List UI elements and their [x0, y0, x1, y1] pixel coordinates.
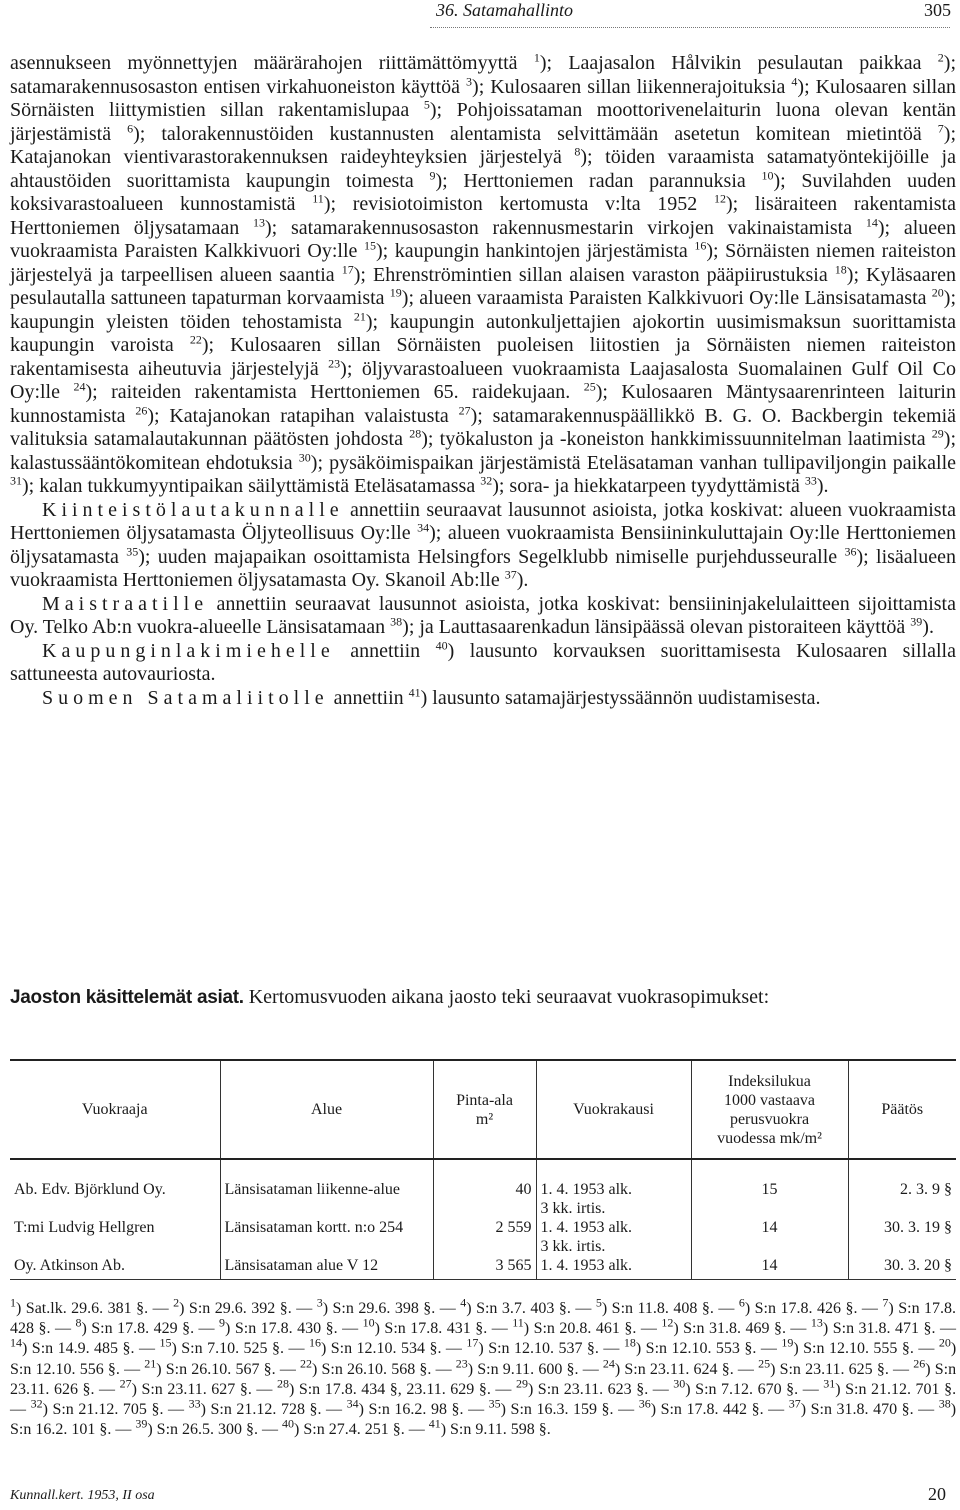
footnote-number: 28 [276, 1376, 289, 1391]
footnote-separator: — [111, 1421, 136, 1439]
text-run: annettiin [334, 639, 436, 662]
text-run: asennukseen myönnettyjen määrärahojen riittämättömyyttä [10, 52, 534, 74]
text-run: annettiin seuraavat lausunnot asioista, jotka koskivat: bensiininjakelulaitteen sijoittamista Oy. Telko Ab:n vuokra-alueelle Länsisatamaan [10, 592, 956, 638]
footnote-number: 37 [788, 1396, 801, 1411]
footnote-separator: — [431, 1360, 456, 1378]
footnote-text: ) S:n 29.6. 392 §. [179, 1300, 292, 1317]
column-header-line: 1000 vastaava [723, 1091, 816, 1109]
text-run: ); talorakennustöiden kustannusten alentamista selvittämään asetetun komitean mietintöä [133, 122, 938, 145]
footnote-number: 23 [455, 1356, 468, 1371]
footnotes [10, 1295, 957, 1440]
spaced-recipient: Maistraatille [42, 592, 209, 615]
footnote-separator: — [435, 1300, 461, 1317]
footnote-number: 39 [135, 1416, 148, 1431]
footnote-text: ) S:n 12.10. 534 §. [320, 1340, 442, 1358]
footnote-text: ) S:n 27.4. 251 §. [294, 1421, 405, 1439]
footnote-ref: 40 [435, 637, 448, 652]
header-rule [430, 27, 950, 29]
table-row [10, 1218, 956, 1256]
text-run: ); kaupungin hankintojen järjestämista [375, 240, 695, 262]
footnote-ref: 21 [353, 308, 366, 323]
footnote-text: ) S:n 26.10. 567 §. [156, 1360, 276, 1378]
column-header-line: vuodessa mk/m² [717, 1129, 822, 1147]
text-run: ); Kulosaaren sillan liikennerajoituksia [472, 75, 792, 98]
cell-vuokrakausi-line: 1. 4. 1953 alk. [540, 1219, 633, 1236]
footnote-separator: — [785, 1320, 811, 1338]
cell-vuokraaja: Oy. Atkinson Ab. [10, 1256, 220, 1280]
text-run: ); Kyläsaaren pesulautalla sattuneen tapaturman korvaamista [10, 263, 956, 309]
text-run: ); Sörnäisten niemen raiteiston järjestelyä ja tarpeellisen alueen saantia [10, 240, 956, 286]
text-run: ); kalan tukkumyyntipaikan säilyttämistä Eteläsatamassa [22, 475, 481, 497]
footnote-number: 20 [938, 1336, 951, 1351]
footnote-number: 31 [823, 1376, 836, 1391]
text-run: ); Kulosaaren sillan Sörnäisten puoleisen liitostien ja Sörnäisten niemen raiteiston rakentamisesta aiheutuvia järjestelyjä [10, 334, 956, 380]
cell-vuokrakausi [536, 1218, 691, 1256]
footnote-ref: 35 [126, 543, 139, 558]
footnote-number: 7 [882, 1295, 889, 1310]
text-run: ); alueen vuokraamista Paraisten Kalkkivuori Oy:lle [10, 216, 957, 262]
footnote-separator: — [487, 1320, 513, 1338]
text-run: ). [922, 616, 934, 638]
footnote-separator: — [119, 1360, 145, 1378]
footnote-ref: 18 [834, 261, 847, 276]
paragraph-p5 [10, 684, 956, 711]
cell-alue: Länsisataman liikenne-alue [220, 1159, 433, 1218]
text-run: ); sora- ja hiekkatarpeen tyydyttämistä [492, 475, 805, 497]
section-heading: Jaoston käsittelemät asiat. [10, 987, 244, 1008]
text-run: ); töiden varaamista satamatyöntekijöille ja ahtaustöiden suorittamista kaupungin toimesta [10, 146, 956, 192]
spaced-recipient: Kaupunginlakimiehelle [42, 639, 335, 662]
cell-pinta-ala: 40 [433, 1159, 536, 1218]
footnote-text: ) S:n 17.8. 430 §. [225, 1320, 338, 1338]
footnote-text: ) S:n 20.8. 461 §. [523, 1320, 637, 1338]
footnote-paragraph [10, 1295, 957, 1440]
table-header-row [10, 1060, 956, 1159]
text-run: ); Pohjoissataman moottorivenelaiturin luona olevan kentän järjestämistä [10, 99, 956, 145]
text-run: ) lausunto korvauksen suorittamisesta Kulosaaren sillalla sattuneesta autovauriosta. [10, 639, 956, 685]
footnote-number: 35 [488, 1396, 501, 1411]
footnote-ref: 26 [135, 402, 148, 417]
column-header [691, 1060, 848, 1159]
paragraph-p1 [10, 52, 956, 499]
text-run: ). [816, 475, 829, 497]
text-run: ); Laajasalon Hålvikin pesulautan paikkaa [539, 52, 938, 74]
footnote-number: 25 [758, 1356, 771, 1371]
footnote-separator: — [570, 1300, 596, 1317]
footnote-text: ) S:n 17.8. 431 §. [374, 1320, 488, 1338]
footnote-separator: — [10, 1401, 31, 1419]
footnote-separator: — [94, 1380, 120, 1398]
footnote-number: 40 [282, 1416, 295, 1431]
text-run: ); raiteiden rakentamista Herttoniemen 65. raidekujaan. [85, 381, 584, 403]
footnote-number: 13 [810, 1315, 823, 1330]
footnote-number: 17 [466, 1336, 479, 1351]
footnote-text: ) S:n 21.12. 701 §. [835, 1380, 957, 1398]
column-header [10, 1060, 220, 1159]
cell-vuokrakausi-line: 3 kk. irtis. [540, 1200, 606, 1217]
cell-indeksi: 15 [691, 1159, 848, 1218]
footnote-ref: 11 [312, 191, 324, 206]
footnote-number: 36 [638, 1396, 651, 1411]
footnote-text: ) S:n 17.8. 428 §. [10, 1300, 957, 1338]
column-header-line: Indeksilukua [728, 1072, 811, 1090]
footnote-number: 1 [10, 1295, 16, 1310]
footnote-number: 19 [781, 1336, 794, 1351]
column-header [536, 1060, 691, 1159]
text-run: ); lisäraiteen rakentamista Herttoniemen öljysatamaan [10, 193, 956, 239]
footnote-separator: — [284, 1340, 309, 1358]
column-header [433, 1060, 536, 1159]
text-run: ); Katajanokan vientivarastorakennuksen raideyhteyksien järjestelyä [10, 122, 957, 168]
footnote-number: 15 [159, 1336, 172, 1351]
footnote-separator: — [148, 1300, 174, 1317]
footnote-separator: — [291, 1300, 317, 1317]
footnote-number: 12 [661, 1315, 674, 1330]
footnote-ref: 41 [408, 684, 421, 699]
footnote-number: 29 [515, 1376, 528, 1391]
text-run: ); öljyvarastoalueen vuokraamista Laajasalosta Suomalainen Gulf Oil Co Oy:lle [10, 357, 957, 403]
footnote-text: ) S:n 21.12. 705 §. [42, 1401, 164, 1419]
footnote-number: 3 [316, 1295, 323, 1310]
footnote-number: 16 [308, 1336, 321, 1351]
column-header-line: Vuokraaja [81, 1101, 148, 1118]
table-row [10, 1256, 956, 1280]
footnote-ref: 15 [363, 238, 376, 253]
column-header-line: Pinta-ala [456, 1091, 513, 1109]
footnote-separator: — [258, 1421, 283, 1439]
text-run: ); lisäalueen vuokraamista Herttoniemen öljysatamasta Oy. Skanoil Ab:lle [10, 545, 956, 591]
column-header-line: Päätös [881, 1101, 924, 1118]
cell-pinta-ala: 3 565 [433, 1256, 536, 1280]
cell-vuokrakausi [536, 1256, 691, 1280]
section-paragraph [10, 985, 956, 1010]
footnote-ref: 22 [189, 332, 202, 347]
footnote-text: ) S:n 7.10. 525 §. [171, 1340, 284, 1358]
footnote-separator: — [763, 1401, 789, 1419]
footer-signature-number: 20 [928, 1484, 946, 1504]
footnote-separator: — [134, 1340, 160, 1358]
spaced-recipient: Kiinteistölautakunnalle [42, 498, 344, 521]
footnote-text: ) S:n 31.8. 469 §. [673, 1320, 786, 1338]
table-row [10, 1159, 956, 1218]
footnote-text: ) S:n 23.11. 627 §. [131, 1380, 252, 1398]
footnote-text: ) S:n 12.10. 555 §. [793, 1340, 914, 1358]
text-run: ); Kulosaaren Mäntysaarenrinteen laiturin kunnostamista [10, 381, 956, 427]
footnote-ref: 8 [574, 144, 581, 159]
footnote-ref: 14 [865, 214, 878, 229]
text-run: ); Suvilahden uuden koksivarastoalueen kunnostamistä [10, 169, 956, 215]
footnote-number: 4 [460, 1295, 467, 1310]
footnote-separator: — [194, 1320, 220, 1338]
cell-pinta-ala: 2 559 [433, 1218, 536, 1256]
footnote-ref: 16 [694, 238, 707, 253]
text-run: annettiin [328, 686, 409, 709]
footnote-separator: — [337, 1320, 363, 1338]
footnote-ref: 30 [298, 449, 311, 464]
footnote-ref: 24 [73, 379, 86, 394]
footnote-separator: — [275, 1360, 300, 1378]
text-run: ); kaupungin yleisten töiden tehostamista [10, 287, 956, 333]
text-run: ); Kulosaaren sillan Sörnäisten liittymistien sillan rakentamislupaa [10, 75, 957, 121]
text-run: annettiin seuraavat lausunnot asioista, jotka koskivat: alueen vuokraamista Herttoniemen öljysatamasta Öljyteollisuus Oy:lle [10, 498, 956, 544]
footnote-separator: — [613, 1401, 639, 1419]
text-run: ); Katajanokan ratapihan valaistusta [147, 404, 459, 427]
footnote-text: ) S:n 26.5. 300 §. [147, 1421, 259, 1439]
column-header-line: m² [475, 1110, 494, 1128]
column-header-line: Vuokrakausi [573, 1101, 654, 1118]
cell-vuokrakausi-line: 1. 4. 1953 alk. [540, 1257, 633, 1274]
text-run: ); ja Lauttasaarenkadun länsipäässä olevan pistoraiteen käyttöä [402, 616, 911, 638]
text-run: ); alueen varaamista Paraisten Kalkkivuori Oy:lle Länsisatamasta [401, 287, 932, 309]
footnote-number: 22 [300, 1356, 312, 1371]
footnote-separator: — [913, 1340, 939, 1358]
footnote-text: ) S:n 29.6. 398 §. [322, 1300, 436, 1317]
footnote-ref: 13 [253, 214, 265, 229]
footnote-separator: — [463, 1401, 489, 1419]
text-run: ); satamarakennusosaston entisen virkahuoneiston käyttöä [10, 52, 956, 98]
footnote-ref: 5 [423, 97, 430, 112]
footnote-number: 27 [119, 1376, 132, 1391]
footnote-separator: — [404, 1421, 429, 1439]
text-run: ); kalastussääntökomitean ehdotuksia [10, 428, 957, 474]
footnote-number: 18 [623, 1336, 636, 1351]
footnote-ref: 25 [583, 379, 596, 394]
running-title: 36. Satamahallinto [436, 0, 574, 20]
footnote-number: 38 [938, 1396, 951, 1411]
footnote-ref: 9 [429, 167, 436, 182]
column-header-line: Alue [310, 1101, 343, 1118]
footnote-separator: — [321, 1401, 347, 1419]
cell-alue: Länsisataman kortt. n:o 254 [220, 1218, 433, 1256]
footnote-ref: 3 [466, 73, 473, 88]
cell-vuokrakausi-line: 1. 4. 1953 alk. [540, 1181, 633, 1198]
footnote-text: ) S:n 23.11. 623 §. [527, 1380, 649, 1398]
footnote-text: ) S:n 17.8. 442 §. [650, 1401, 764, 1419]
footnote-ref: 33 [804, 473, 817, 488]
text-run: ); kaupungin autonkuljettajien ajokortin uusimismaksun suorittamista kaupungin varoista [10, 310, 956, 356]
text-run: ); alueen vuokraamista Bensiininkuluttajain Oy:lle Herttoniemen öljysatamasta [10, 522, 956, 568]
spaced-recipient: Suomen Satamaliitolle [42, 686, 329, 709]
running-header [0, 0, 960, 24]
footnote-text: ) S:n 12.10. 537 §. [478, 1340, 599, 1358]
footnote-separator: — [648, 1380, 674, 1398]
footnote-number: 2 [173, 1295, 180, 1310]
page-number: 305 [924, 0, 951, 20]
footnote-ref: 17 [341, 261, 354, 276]
footnote-separator: — [163, 1401, 189, 1419]
footnote-separator: — [578, 1360, 603, 1378]
footnote-number: 5 [595, 1295, 602, 1310]
section-text: Kertomusvuoden aikana jaosto teki seuraavat vuokrasopimukset: [243, 986, 770, 1008]
footnote-text: ) S:n 31.8. 470 §. [800, 1401, 914, 1419]
paragraph-p2 [10, 499, 956, 593]
text-run: ); Ehrenströmintien sillan alaisen varaston pääpiirustuksia [353, 263, 835, 286]
footnote-text: ) S:n 17.8. 434 §, 23.11. 629 §. [288, 1380, 491, 1398]
footnote-ref: 6 [127, 120, 134, 135]
text-run: ); revisiotoimiston kertomusta v:lta 1952 [323, 193, 714, 215]
footnote-ref: 19 [389, 285, 402, 300]
footnote-ref: 27 [458, 402, 471, 417]
footnote-separator: — [251, 1380, 277, 1398]
footnote-text: ) S:n 23.11. 625 §. [770, 1360, 889, 1378]
footnote-ref: 37 [504, 567, 517, 582]
lease-table [10, 1059, 956, 1280]
footnote-text: ) S:n 11.8. 408 §. [601, 1300, 714, 1317]
footnote-ref: 20 [931, 285, 944, 300]
footnote-text: ) S:n 26.10. 568 §. [312, 1360, 432, 1378]
footnote-text: ) Sat.lk. 29.6. 381 §. [16, 1300, 149, 1317]
footnote-number: 41 [428, 1416, 441, 1431]
footnote-number: 32 [30, 1396, 43, 1411]
footnote-ref: 32 [480, 473, 493, 488]
cell-paatos: 30. 3. 20 § [848, 1256, 956, 1280]
footnote-separator: — [50, 1320, 76, 1338]
cell-vuokrakausi [536, 1159, 691, 1218]
footnote-ref: 34 [417, 520, 430, 535]
footnote-separator: — [636, 1320, 662, 1338]
cell-indeksi: 14 [691, 1218, 848, 1256]
cell-alue: Länsisataman alue V 12 [220, 1256, 433, 1280]
cell-paatos: 30. 3. 19 § [848, 1218, 956, 1256]
footnote-text: ) S:n 16.2. 98 §. [358, 1401, 464, 1419]
footnote-text: ) S:n 9.11. 600 §. [467, 1360, 579, 1378]
footnote-text: ) S:n 14.9. 485 §. [22, 1340, 135, 1358]
cell-vuokrakausi-line: 3 kk. irtis. [540, 1238, 606, 1255]
footnote-separator: — [441, 1340, 467, 1358]
footnote-ref: 1 [533, 50, 540, 65]
footnote-separator: — [798, 1380, 824, 1398]
text-run: ); pysäköimispaikan järjestämistä Eteläsataman vanhan tullipaviljongin paikalle [310, 451, 956, 474]
footnote-number: 14 [10, 1336, 22, 1351]
footnote-text: ) S:n 23.11. 626 §. [10, 1360, 957, 1398]
footnote-ref: 31 [10, 473, 22, 488]
footnote-text: ) S:n 21.12. 728 §. [200, 1401, 322, 1419]
footnote-text: ) S:n 9.11. 598 §. [440, 1421, 551, 1439]
footnote-text: ) S:n 12.10. 553 §. [635, 1340, 757, 1358]
footnote-number: 34 [346, 1396, 359, 1411]
footnote-text: ) S:n 23.11. 624 §. [614, 1360, 734, 1378]
footnote-ref: 7 [937, 120, 944, 135]
footnote-number: 11 [512, 1315, 524, 1330]
body-text [10, 52, 956, 710]
cell-paatos: 2. 3. 9 § [848, 1159, 956, 1218]
footnote-number: 30 [673, 1376, 686, 1391]
footnote-text: ) S:n 3.7. 403 §. [466, 1300, 571, 1317]
footnote-ref: 36 [844, 543, 857, 558]
footnote-number: 33 [188, 1396, 201, 1411]
text-run: ); uuden majapaikan osoittamista Helsingfors Segelklubb nimiselle purjehdusseuralle [138, 545, 845, 568]
paragraph-p3 [10, 593, 956, 640]
footnote-ref: 12 [714, 191, 726, 206]
text-run: ); Herttoniemen radan parannuksia [435, 169, 762, 192]
footnote-number: 6 [738, 1295, 745, 1310]
footnote-text: ) S:n 16.3. 159 §. [500, 1401, 614, 1419]
footer-source: Kunnall.kert. 1953, II osa [10, 1488, 155, 1503]
footnote-number: 10 [362, 1315, 375, 1330]
footnote-ref: 28 [409, 426, 422, 441]
footnote-ref: 23 [328, 355, 341, 370]
footnote-number: 24 [602, 1356, 615, 1371]
footnote-ref: 4 [791, 73, 798, 88]
paragraph-p4 [10, 637, 956, 687]
column-header [220, 1060, 433, 1159]
footnote-ref: 39 [910, 614, 923, 629]
footnote-separator: — [733, 1360, 759, 1378]
footnote-separator: — [756, 1340, 782, 1358]
text-run: ); työkaluston ja -koneiston hankkimissuunnitelman laatimista [421, 428, 932, 450]
cell-vuokraaja: T:mi Ludvig Hellgren [14, 1219, 155, 1236]
footnote-number: 8 [75, 1315, 82, 1330]
text-run: ); satamarakennusosaston rakennusmestarin virkojen vakinaistamista [265, 216, 866, 239]
footnote-ref: 29 [931, 426, 944, 441]
footnote-ref: 10 [761, 167, 774, 182]
footnote-text: ) S:n 12.10. 556 §. [10, 1340, 957, 1378]
table-body [10, 1159, 956, 1280]
footnote-separator: — [888, 1360, 914, 1378]
footnote-text: ) S:n 17.8. 429 §. [81, 1320, 195, 1338]
text-run: ). [516, 569, 529, 591]
lease-table-wrapper [10, 1059, 956, 1280]
footnote-number: 21 [144, 1356, 157, 1371]
footnote-separator: — [490, 1380, 516, 1398]
footnote-ref: 2 [937, 50, 944, 65]
footnote-separator: — [713, 1300, 739, 1317]
column-header-line: perusvuokra [729, 1110, 810, 1128]
cell-vuokraaja: Ab. Edv. Björklund Oy. [14, 1181, 166, 1198]
footnote-text: ) S:n 7.12. 670 §. [685, 1380, 799, 1398]
footnote-separator: — [913, 1401, 939, 1419]
footnote-ref: 38 [390, 614, 403, 629]
footnote-text: ) S:n 31.8. 471 §. [822, 1320, 936, 1338]
text-run: ); satamarakennuspäällikkö B. G. O. Backbergin tekemiä valituksia satamalautakunnan päätösten johdosta [10, 404, 957, 450]
footnote-separator: — [935, 1320, 956, 1338]
footnote-separator: — [598, 1340, 624, 1358]
footnote-separator: — [857, 1300, 883, 1317]
footnote-number: 26 [913, 1356, 926, 1371]
column-header [848, 1060, 956, 1159]
footnote-text: ) S:n 17.8. 426 §. [744, 1300, 858, 1317]
footnote-number: 9 [219, 1315, 226, 1330]
cell-indeksi: 14 [691, 1256, 848, 1280]
footnote-text: ) S:n 16.2. 101 §. [10, 1401, 957, 1439]
text-run: ) lausunto satamajärjestyssäännön uudistamisesta. [420, 686, 821, 709]
